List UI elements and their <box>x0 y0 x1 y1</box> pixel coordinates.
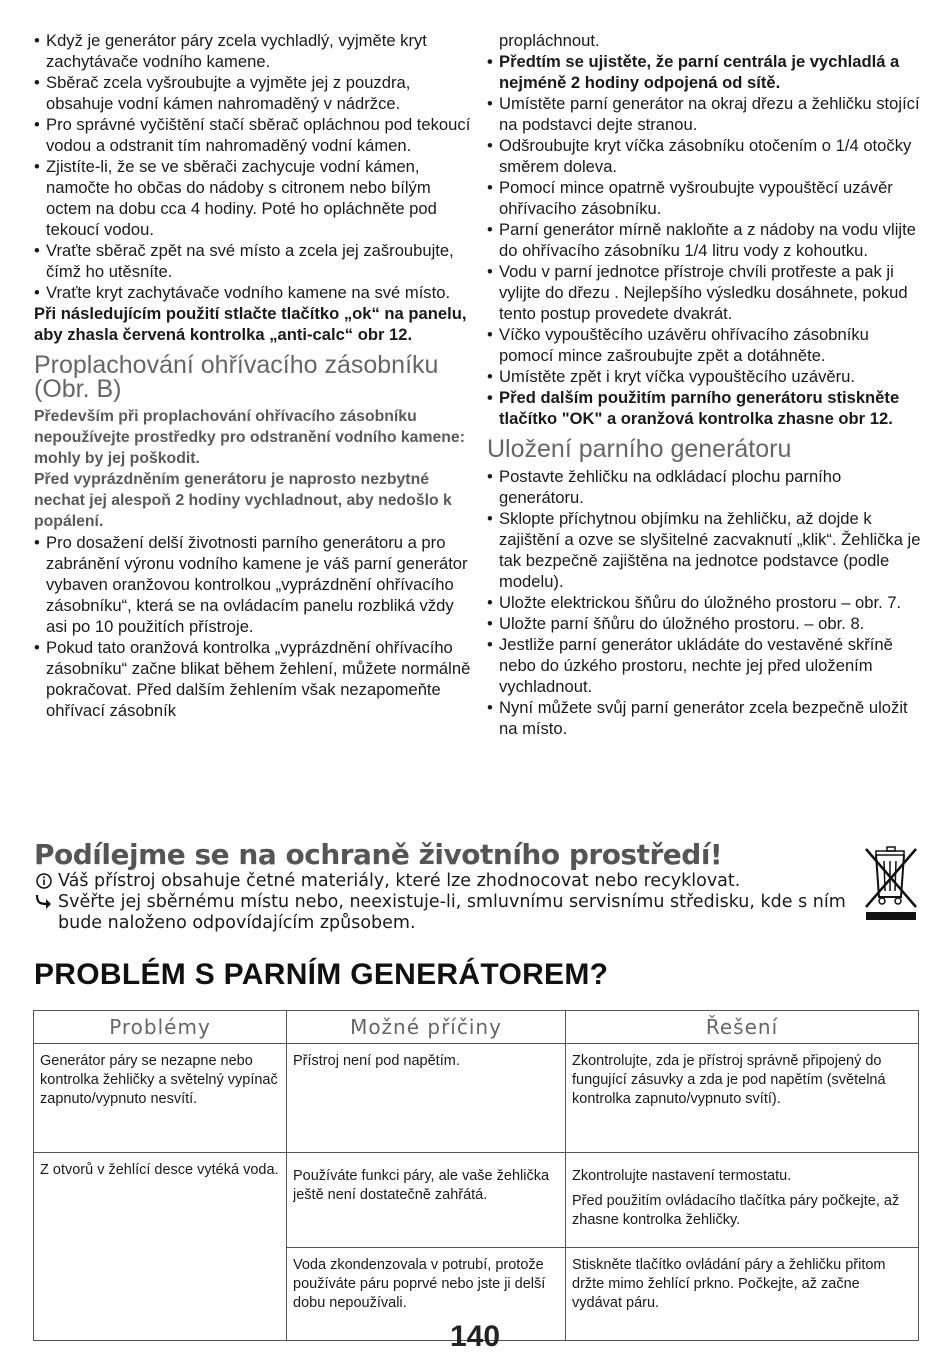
environment-disposal-text: Svěřte jej sběrnému místu nebo, neexistuje-li, smluvnímu servisnímu středisku, kde s ním bude naloženo odpovídajícím způsobem. <box>58 892 846 933</box>
problem-cell: Generátor páry se nezapne nebo kontrolka žehličky a světelný vypínač zapnuto/vypnuto nesvítí. <box>34 1044 287 1153</box>
list-item: • Víčko vypouštěcího uzávěru ohřívacího zásobníku pomocí mince zašroubujte zpět a dotáhněte. <box>487 324 923 366</box>
crossed-out-wheelie-bin-icon <box>860 845 922 921</box>
list-item: • Sběrač zcela vyšroubujte a vyjměte jej z pouzdra, obsahuje vodní kámen nahromaděný v nádržce. <box>34 72 474 114</box>
right-column <box>487 30 923 739</box>
solution-cell <box>566 1153 919 1248</box>
solution-cell <box>566 1044 919 1153</box>
page-number: 140 <box>449 1320 501 1353</box>
column-header-solutions: Řešení <box>566 1011 919 1044</box>
solution-text: Zkontrolujte, zda je přístroj správně připojený do fungující zásuvky a zda je pod napětím (světelná kontrolka zapnuto/vypnuto svítí). <box>572 1053 886 1107</box>
list-item: • Vodu v parní jednotce přístroje chvíli protřeste a pak ji vylijte do dřezu . Nejlepšího výsledku dosáhnete, pokud tento postup provedete dvakrát. <box>487 261 923 324</box>
table-row <box>34 1044 919 1153</box>
warning-descaler: Především při proplachování ohřívacího zásobníku nepoužívejte prostředky pro odstranění vodního kamene: mohly by jej poškodit. <box>34 408 465 467</box>
list-item: • Předtím se ujistěte, že parní centrála je vychladlá a nejméně 2 hodiny odpojená od sítě. <box>487 51 923 93</box>
anti-calc-note: Při následujícím použití stlačte tlačítko „ok“ na panelu, aby zhasla červená kontrolka „anti-calc“ obr 12. <box>34 304 467 344</box>
list-item: • Postavte žehličku na odkládací plochu parního generátoru. <box>487 466 923 508</box>
list-item: • Sklopte příchytnou objímku na žehličku, až dojde k zajištění a ozve se slyšitelné zacvaknutí „klik“. Žehlička je tak bezpečně zajištěna na jednotce podstavce (podle modelu). <box>487 508 923 592</box>
list-item: • Pomocí mince opatrně vyšroubujte vypouštěcí uzávěr ohřívacího zásobníku. <box>487 177 923 219</box>
column-header-causes: Možné příčiny <box>287 1011 566 1044</box>
warning-cooldown: Před vyprázdněním generátoru je naprosto nezbytné nechat jej alespoň 2 hodiny vychladnout, aby nedošlo k popálení. <box>34 471 452 530</box>
solution-text: Zkontrolujte nastavení termostatu. <box>572 1168 792 1184</box>
list-item: • Když je generátor páry zcela vychladlý, vyjměte kryt zachytávače vodního kamene. <box>34 30 474 72</box>
list-item: • Pokud tato oranžová kontrolka „vyprázdnění ohřívacího zásobníku“ začne blikat během žehlení, můžete normálně pokračovat. Před dalším žehlením však nezapomeňte ohřívací zásobník <box>34 637 474 721</box>
left-column <box>34 30 474 721</box>
problem-cell: Z otvorů v žehlící desce vytéká voda. <box>34 1153 287 1341</box>
list-item: • Nyní můžete svůj parní generátor zcela bezpečně uložit na místo. <box>487 697 923 739</box>
list-item: • Pro správné vyčištění stačí sběrač opláchnou pod tekoucí vodou a odstranit tím nahromaděný vodní kámen. <box>34 114 474 156</box>
list-item: • Uložte elektrickou šňůru do úložného prostoru – obr. 7. <box>487 592 923 613</box>
environment-info-text: Váš přístroj obsahuje četné materiály, které lze zhodnocovat nebo recyklovat. <box>58 871 741 891</box>
list-item: • Parní generátor mírně nakloňte a z nádoby na vodu vlijte do ohřívacího zásobníku 1/4 litru vody z kohoutku. <box>487 219 923 261</box>
section-heading-storage: Uložení parního generátoru <box>487 435 792 463</box>
environment-disposal-line <box>34 892 858 934</box>
rinsing-steps-list <box>487 30 923 429</box>
list-item: • Zjistíte-li, že se ve sběrači zachycuje vodní kámen, namočte ho občas do nádoby s citronem nebo bílým octem na dobu cca 4 hodiny. Poté ho opláchněte pod tekoucí vodou. <box>34 156 474 240</box>
troubleshooting-table <box>33 1010 919 1341</box>
list-item: • Umístěte parní generátor na okraj dřezu a žehličku stojící na podstavci dejte stranou. <box>487 93 923 135</box>
column-header-problems: Problémy <box>34 1011 287 1044</box>
list-item: • Uložte parní šňůru do úložného prostoru. – obr. 8. <box>487 613 923 634</box>
list-item: • Vraťte sběrač zpět na své místo a zcela jej zašroubujte, čímž ho utěsníte. <box>34 240 474 282</box>
list-item: • Vraťte kryt zachytávače vodního kamene na své místo. <box>34 282 474 303</box>
list-item: • Před dalším použitím parního generátoru stiskněte tlačítko "OK" a oranžová kontrolka zhasne obr 12. <box>487 387 923 429</box>
solution-text: Před použitím ovládacího tlačítka páry počkejte, až zhasne kontrolka žehličky. <box>572 1193 900 1228</box>
solution-text: Stiskněte tlačítko ovládání páry a žehličku přitom držte mimo žehlící prkno. Počkejte, až začne vydávat páru. <box>572 1257 886 1311</box>
arrow-right-icon <box>34 892 54 916</box>
list-item-continuation: propláchnout. <box>499 31 600 50</box>
cleaning-steps-list <box>34 30 474 303</box>
environment-title: Podílejme se na ochraně životního prostředí! <box>34 838 723 871</box>
section-heading-rinsing: Proplachování ohřívacího zásobníku (Obr. B) <box>34 351 439 403</box>
list-item: • Jestliže parní generátor ukládáte do vestavěné skříně nebo do úzkého prostoru, nechte jej před uložením vychladnout. <box>487 634 923 697</box>
cause-cell: Voda zkondenzovala v potrubí, protože používáte páru poprvé nebo jste ji delší dobu nepoužívali. <box>287 1248 566 1341</box>
table-header-row <box>34 1011 919 1044</box>
list-item: • Umístěte zpět i kryt víčka vypouštěcího uzávěru. <box>487 366 923 387</box>
list-item: • Odšroubujte kryt víčka zásobníku otočením o 1/4 otočky směrem doleva. <box>487 135 923 177</box>
table-row <box>34 1153 919 1248</box>
cause-cell: Používáte funkci páry, ale vaše žehlička ještě není dostatečně zahřátá. <box>287 1153 566 1248</box>
list-item: • Pro dosažení delší životnosti parního generátoru a pro zabránění výronu vodního kamene je váš parní generátor vybaven oranžovou kontrolkou „vyprázdnění ohřívacího zásobníku“, která se na ovládacím panelu rozbliká vždy asi po 10 použitích přístroje. <box>34 532 474 637</box>
rinsing-info-list <box>34 532 474 721</box>
environment-info-line <box>34 871 924 892</box>
cause-cell: Přístroj není pod napětím. <box>287 1044 566 1153</box>
storage-steps-list <box>487 466 923 739</box>
troubleshooting-title: PROBLÉM S PARNÍM GENERÁTOREM? <box>34 958 609 991</box>
environment-section <box>34 838 924 934</box>
